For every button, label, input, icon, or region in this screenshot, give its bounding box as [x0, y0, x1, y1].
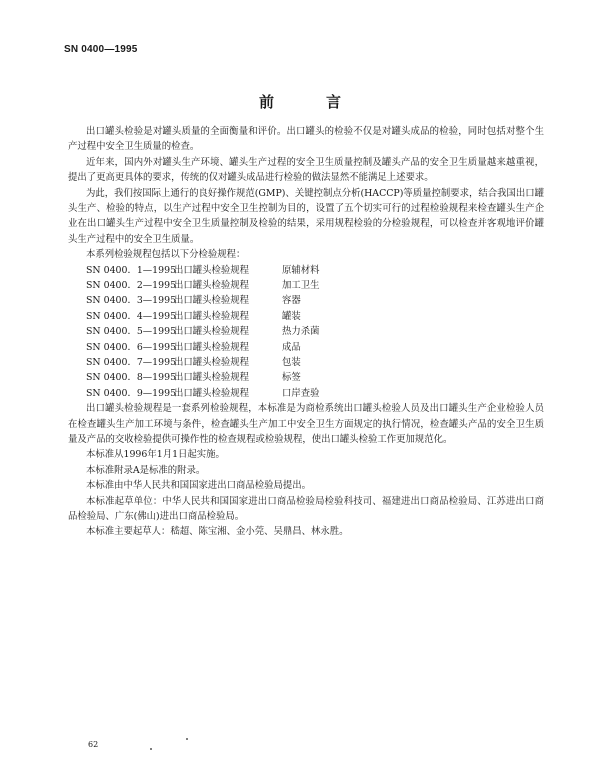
- standard-number: SN 0400．4—1995: [86, 310, 177, 322]
- paragraph: 本标准附录A是标准的附录。: [86, 464, 206, 476]
- standard-name: 出口罐头检验规程: [174, 387, 250, 399]
- foreword-body: [68, 124, 544, 540]
- standard-name: 出口罐头检验规程: [174, 295, 250, 307]
- standard-part: 加工卫生: [282, 280, 320, 292]
- standard-part: 罐装: [282, 310, 301, 322]
- standard-item: [68, 386, 544, 401]
- standard-item: [68, 263, 544, 278]
- standard-number: SN 0400．1—1995: [86, 264, 177, 276]
- paragraph: 本标准主要起草人：嵇超、陈宝湘、金小莞、吴鼎昌、林永胜。: [86, 526, 349, 538]
- scan-speck: [186, 738, 188, 740]
- paragraph: 本标准由中华人民共和国国家进出口商品检验局提出。: [86, 480, 312, 492]
- page-title: 前言: [258, 93, 393, 111]
- standard-number: SN 0400．3—1995: [86, 295, 177, 307]
- paragraph: 本标准从1996年1月1日起实施。: [86, 449, 225, 461]
- standard-name: 出口罐头检验规程: [174, 372, 250, 384]
- standard-number: SN 0400．5—1995: [86, 326, 177, 338]
- standard-name: 出口罐头检验规程: [174, 357, 250, 368]
- page-number: 62: [88, 740, 99, 749]
- standard-item: [68, 309, 544, 324]
- standard-code: SN 0400—1995: [64, 44, 138, 55]
- standard-item: [68, 324, 544, 339]
- paragraph: 近年来，国内外对罐头生产环境、罐头生产过程的安全卫生质量控制及罐头产品的安全卫生质量越来越重视，提出了更高更具体的要求，传统的仅对罐头成品进行检验的做法显然不能满足上述要求。: [68, 156, 544, 184]
- standard-item: [68, 293, 544, 308]
- standard-number: SN 0400．8—1995: [86, 372, 177, 384]
- standard-part: 成品: [282, 341, 301, 353]
- standard-item: [68, 340, 544, 355]
- scan-speck: [150, 748, 152, 750]
- paragraph: 出口罐头检验规程是一套系列检验规程，本标准是为商检系统出口罐头检验人员及出口罐头生产企业检验人员在检查罐头生产加工环境与条件，检查罐头生产加工中安全卫生方面规定的执行情况，检查罐头产品的安全卫生质量及产品的交收检验提供可操作性的检查规程或检验规程，使出口罐头检验工作更加规范化。: [68, 403, 544, 445]
- paragraph: 为此，我们按国际上通行的良好操作规范(GMP)、关键控制点分析(HACCP)等质量控制要求，结合我国出口罐头生产、检验的特点，以生产过程中安全卫生控制为目的，设置了五个切实可行的过程检验规程来检查罐头生产企业在出口罐头生产过程中安全卫生质量控制及检验的结果，采用规程检验的分检验规程，可以检查并客观地评价罐头生产过程中的安全卫生质量。: [68, 187, 545, 245]
- standard-name: 出口罐头检验规程: [174, 310, 250, 322]
- standards-list: [68, 263, 544, 402]
- standard-name: 出口罐头检验规程: [174, 280, 250, 292]
- standard-item: [68, 278, 544, 293]
- standard-part: 原辅材料: [282, 264, 320, 276]
- standard-part: 口岸查验: [282, 387, 320, 399]
- standard-number: SN 0400．7—1995: [86, 357, 177, 368]
- standard-item: [68, 355, 544, 370]
- standard-item: [68, 370, 544, 385]
- standard-part: 热力杀菌: [282, 326, 320, 338]
- standard-name: 出口罐头检验规程: [174, 264, 250, 276]
- standard-name: 出口罐头检验规程: [174, 326, 250, 338]
- paragraph: 本系列检验规程包括以下分检验规程：: [86, 249, 246, 261]
- standard-number: SN 0400．6—1995: [86, 341, 177, 353]
- paragraph: 出口罐头检验是对罐头质量的全面衡量和评价。出口罐头的检验不仅是对罐头成品的检验，同时包括对整个生产过程中安全卫生质量的检查。: [68, 126, 544, 153]
- standard-part: 容器: [282, 295, 301, 307]
- standard-part: 包装: [282, 357, 301, 368]
- standard-number: SN 0400．2—1995: [86, 280, 177, 292]
- standard-number: SN 0400．9—1995: [86, 387, 177, 399]
- standard-part: 标签: [282, 372, 301, 384]
- standard-name: 出口罐头检验规程: [174, 341, 250, 353]
- paragraph: 本标准起草单位：中华人民共和国国家进出口商品检验局检验科技司、福建进出口商品检验局、江苏进出口商品检验局、广东(佛山)进出口商品检验局。: [68, 495, 544, 523]
